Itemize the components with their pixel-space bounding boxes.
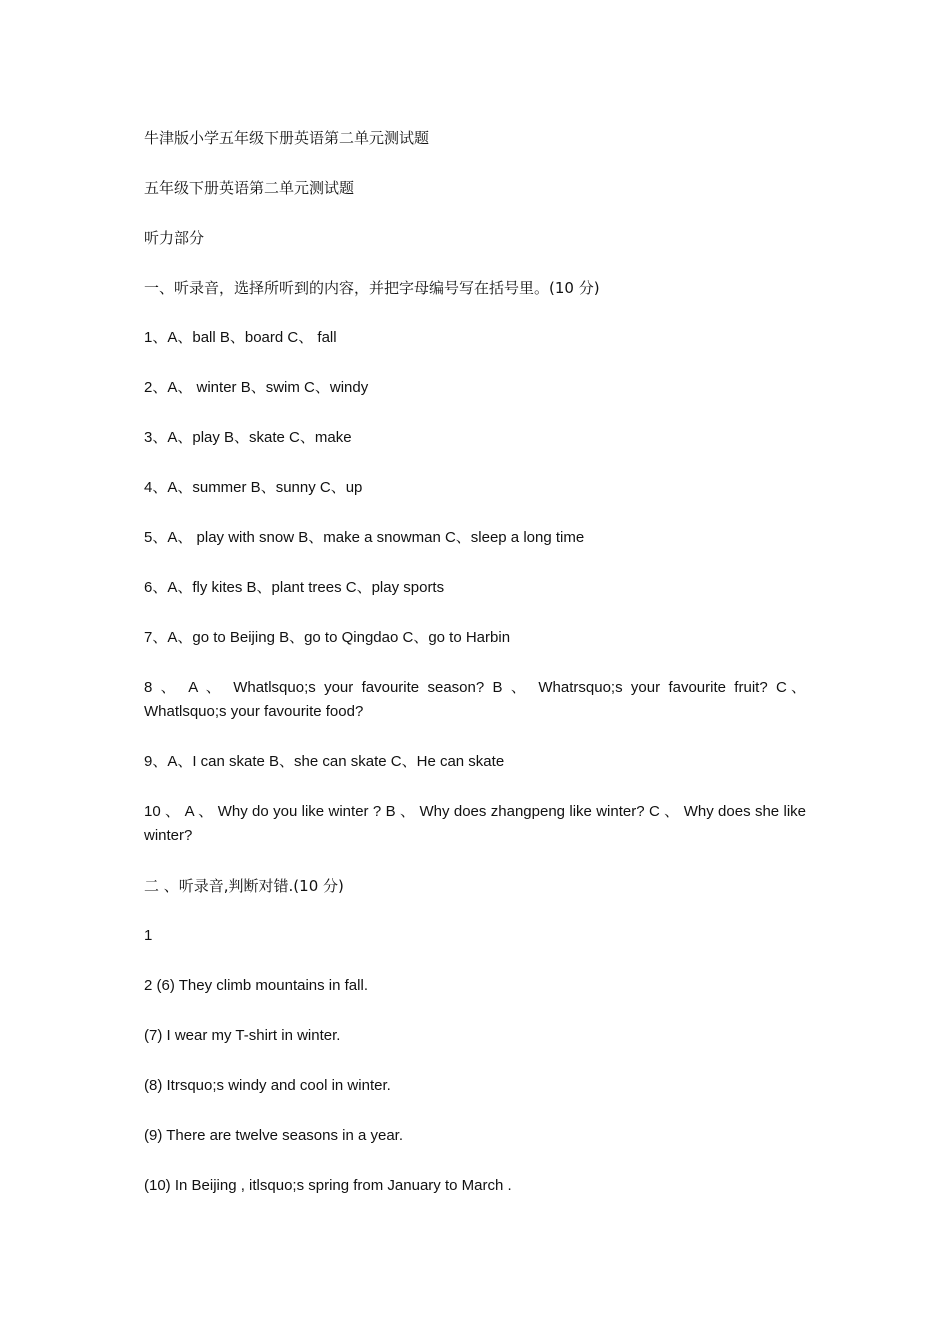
- question-item: 9、A、I can skate B、she can skate C、He can skate: [144, 753, 505, 770]
- document-title: 牛津版小学五年级下册英语第二单元测试题: [144, 129, 430, 147]
- document-subtitle: 五年级下册英语第二单元测试题: [144, 179, 355, 197]
- question-item: 1、A、ball B、board C、 fall: [144, 329, 337, 346]
- question-item: 6、A、fly kites B、plant trees C、play sports: [144, 579, 445, 596]
- statement-item: (10) In Beijing , itlsquo;s spring from January to March .: [144, 1177, 512, 1194]
- statement-item: 2 (6) They climb mountains in fall.: [144, 977, 368, 994]
- question-item: 5、A、 play with snow B、make a snowman C、sleep a long time: [144, 529, 585, 546]
- question-item: 10 、 A 、 Why do you like winter ? B 、 Why does zhangpeng like winter? C 、 Why does she like winter?: [144, 803, 806, 844]
- statement-item: (8) Itrsquo;s windy and cool in winter.: [144, 1077, 391, 1094]
- question-item: 2、A、 winter B、swim C、windy: [144, 379, 369, 396]
- section-heading-listening: 听力部分: [144, 229, 205, 247]
- question-item: 7、A、go to Beijing B、go to Qingdao C、go to Harbin: [144, 629, 511, 646]
- part2-heading: 二 、听录音,判断对错.(10 分): [144, 877, 344, 895]
- question-item: 8 、 A 、 Whatlsquo;s your favourite season? B 、 Whatrsquo;s your favourite fruit? C、Whatlsquo;s your favourite food?: [144, 679, 806, 720]
- document-body: [144, 126, 806, 1198]
- statement-item: (9) There are twelve seasons in a year.: [144, 1127, 404, 1144]
- part1-heading: 一、听录音，选择所听到的内容，并把字母编号写在括号里。(10 分): [144, 279, 600, 297]
- statement-item: 1: [144, 927, 153, 944]
- question-item: 4、A、summer B、sunny C、up: [144, 479, 363, 496]
- statement-item: (7) I wear my T-shirt in winter.: [144, 1027, 341, 1044]
- question-item: 3、A、play B、skate C、make: [144, 429, 352, 446]
